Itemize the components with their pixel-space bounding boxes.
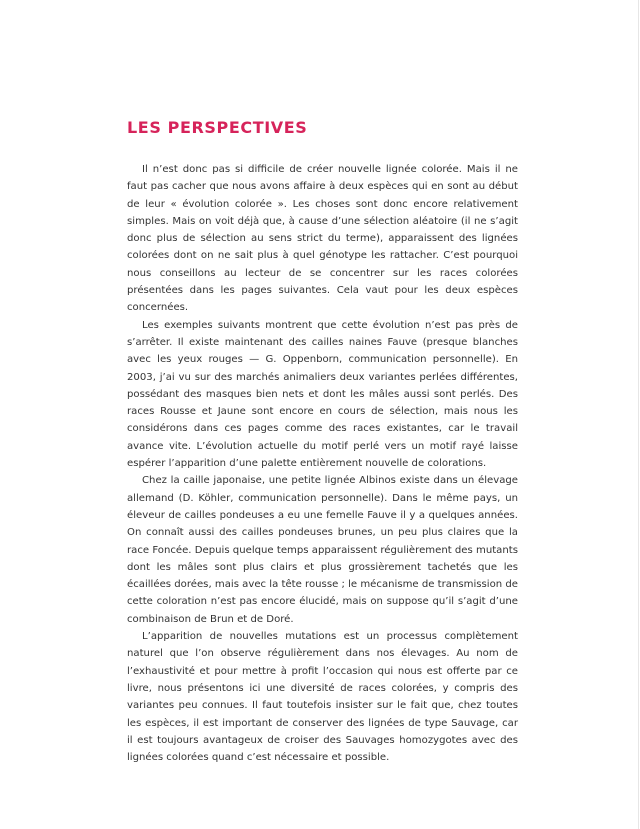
paragraph: Les exemples suivants montrent que cette évolution n’est pas près de s’arrêter. Il existe maintenant des cailles naines Fauve (presque blanches avec les yeux rouges — G. Oppenborn, communication personnelle). En 2003, j’ai vu sur des marchés animaliers deux variantes perlées différentes, possédant des masques bien nets et dont les mâles aussi sont perlés. Des races Rousse et Jaune sont encore en cours de sélection, mais nous les considérons dans ces pages comme des races existantes, car le travail avance vite. L’évolution actuelle du motif perlé vers un motif rayé laisse espérer l’apparition d’une palette entièrement nouvelle de colorations. [127, 319, 518, 470]
paragraph: L’apparition de nouvelles mutations est un processus complètement naturel que l’on observe régulièrement dans nos élevages. Au nom de l’exhaustivité et pour mettre à profit l’occasion qui nous est offerte par ce livre, nous présentons ici une diversité de races colorées, y compris des variantes peu connues. Il faut toutefois insister sur le fait que, chez toutes les espèces, il est important de conserver des lignées de type Sauvage, car il est toujours avantageux de croiser des Sauvages homozygotes avec des lignées colorées quand c’est nécessaire et possible. [127, 631, 518, 764]
body-text [127, 161, 518, 766]
section-title: LES PERSPECTIVES [127, 118, 308, 137]
page-edge-line [638, 0, 639, 829]
paragraph: Il n’est donc pas si difficile de créer nouvelle lignée colorée. Mais il ne faut pas cacher que nous avons affaire à deux espèces qui en sont au début de leur « évolution colorée ». Les choses sont donc encore relativement simples. Mais on voit déjà que, à cause d’une sélection aléatoire (il ne s’agit donc plus de sélection au sens strict du terme), apparaissent des lignées colorées dont on ne sait plus à quel génotype les rattacher. C’est pourquoi nous conseillons au lecteur de se concentrer sur les races colorées présentées dans les pages suivantes. Cela vaut pour les deux espèces concernées. [127, 164, 518, 314]
paragraph: Chez la caille japonaise, une petite lignée Albinos existe dans un élevage allemand (D. Köhler, communication personnelle). Dans le même pays, un éleveur de cailles pondeuses a eu une femelle Fauve il y a quelques années. On connaît aussi des cailles pondeuses brunes, un peu plus claires que la race Foncée. Depuis quelque temps apparaissent régulièrement des mutants dont les mâles sont plus clairs et plus grossièrement tachetés que les écaillées dorées, mais avec la tête rousse ; le mécanisme de transmission de cette coloration n’est pas encore élucidé, mais on suppose qu’il s’agit d’une combinaison de Brun et de Doré. [127, 475, 518, 625]
